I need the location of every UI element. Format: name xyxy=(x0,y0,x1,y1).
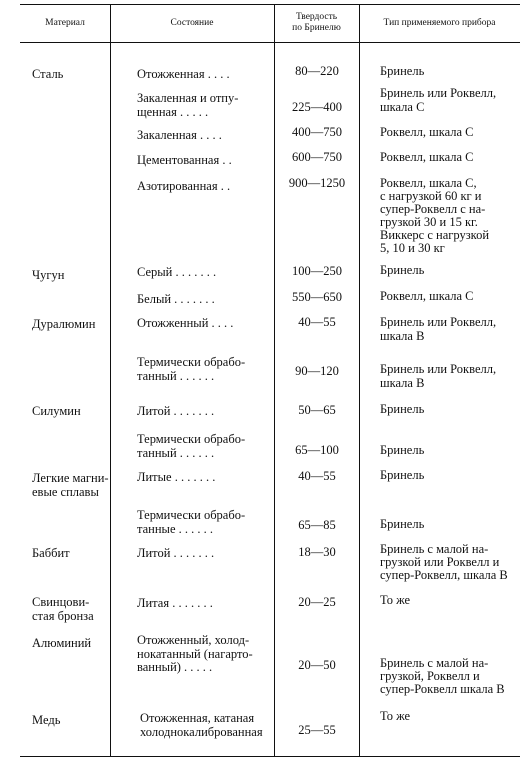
hardness-magnesium-heat-treated: 65—85 xyxy=(298,518,336,532)
device-lead-bronze-cast: То же xyxy=(380,593,411,607)
state-steel-nitrided: Азотированная . . xyxy=(137,179,231,193)
header-material: Материал xyxy=(45,18,85,28)
hardness-magnesium-cast: 40—55 xyxy=(298,469,336,483)
device-cast-iron-white: Роквелл, шкала С xyxy=(380,289,474,303)
header-state: Состояние xyxy=(170,18,214,28)
state-steel-case-hardened: Цементованная . . xyxy=(137,153,232,167)
hardness-lead-bronze-cast: 20—25 xyxy=(298,595,336,609)
device-silumin-heat-treated: Бринель xyxy=(380,443,425,457)
header-device: Тип применяемого прибора xyxy=(383,18,496,28)
material-cast-iron: Чугун xyxy=(32,268,65,282)
device-copper: То же xyxy=(380,709,411,723)
state-lead-bronze-cast: Литая . . . . . . . xyxy=(137,596,213,610)
hardness-steel-nitrided: 900—1250 xyxy=(288,176,346,190)
header-hardness: Твердость по Бринелю xyxy=(292,12,341,33)
hardness-steel-annealed: 80—220 xyxy=(295,64,339,78)
hardness-steel-quenched-tempered: 225—400 xyxy=(292,100,342,114)
device-cast-iron-grey: Бринель xyxy=(380,263,425,277)
hardness-steel-quenched: 400—750 xyxy=(292,125,342,139)
state-babbitt-cast: Литой . . . . . . . xyxy=(137,546,215,560)
hardness-babbitt-cast: 18—30 xyxy=(298,545,336,559)
state-copper: Отожженная, катаная холоднокалиброванная xyxy=(140,711,263,739)
table-top-rule xyxy=(20,4,520,5)
hardness-duralumin-heat-treated: 90—120 xyxy=(295,364,339,378)
state-cast-iron-white: Белый . . . . . . . xyxy=(137,292,215,306)
state-cast-iron-grey: Серый . . . . . . . xyxy=(137,265,217,279)
hardness-silumin-heat-treated: 65—100 xyxy=(295,443,339,457)
hardness-copper: 25—55 xyxy=(298,723,336,737)
column-divider-1 xyxy=(110,4,111,756)
material-babbitt: Баббит xyxy=(32,546,70,560)
state-magnesium-cast: Литые . . . . . . . xyxy=(137,470,216,484)
material-steel: Сталь xyxy=(32,67,64,81)
material-duralumin: Дуралюмин xyxy=(32,317,96,331)
material-aluminium: Алюминий xyxy=(32,636,92,650)
material-magnesium-alloys: Легкие магни- евые сплавы xyxy=(32,471,109,499)
state-steel-quenched: Закаленная . . . . xyxy=(137,128,222,142)
column-divider-2 xyxy=(274,4,275,756)
column-divider-3 xyxy=(359,4,360,756)
device-steel-quenched-tempered: Бринель или Роквелл, шкала С xyxy=(380,86,497,114)
hardness-aluminium: 20—50 xyxy=(298,658,336,672)
device-silumin-cast: Бринель xyxy=(380,402,425,416)
device-steel-case-hardened: Роквелл, шкала С xyxy=(380,150,474,164)
device-duralumin-annealed: Бринель или Роквелл, шкала В xyxy=(380,315,497,343)
device-duralumin-heat-treated: Бринель или Роквелл, шкала В xyxy=(380,362,497,390)
state-steel-quenched-tempered: Закаленная и отпу- щенная . . . . . xyxy=(137,91,239,119)
device-aluminium: Бринель с малой на- грузкой, Роквелл и супер-Роквелл шкала В xyxy=(380,656,505,696)
table-bottom-rule xyxy=(20,756,520,757)
material-copper: Медь xyxy=(32,713,61,727)
hardness-steel-case-hardened: 600—750 xyxy=(292,150,342,164)
state-duralumin-heat-treated: Термически обрабо- танный . . . . . . xyxy=(137,355,246,383)
device-magnesium-cast: Бринель xyxy=(380,468,425,482)
material-lead-bronze: Свинцови- стая бронза xyxy=(32,595,94,623)
header-bottom-rule xyxy=(20,42,520,43)
hardness-cast-iron-grey: 100—250 xyxy=(292,264,342,278)
state-steel-annealed: Отожженная . . . . xyxy=(137,67,230,81)
hardness-silumin-cast: 50—65 xyxy=(298,403,336,417)
state-aluminium: Отожженный, холод- нокатанный (нагарто- ванный) . . . . . xyxy=(137,633,253,674)
device-babbitt-cast: Бринель с малой на- грузкой или Роквелл и супер-Роквелл, шкала В xyxy=(380,542,508,582)
hardness-cast-iron-white: 550—650 xyxy=(292,290,342,304)
material-silumin: Силумин xyxy=(32,404,81,418)
state-silumin-cast: Литой . . . . . . . xyxy=(137,404,215,418)
device-steel-annealed: Бринель xyxy=(380,64,425,78)
device-steel-quenched: Роквелл, шкала С xyxy=(380,125,474,139)
state-magnesium-heat-treated: Термически обрабо- танные . . . . . . xyxy=(137,508,246,536)
state-silumin-heat-treated: Термически обрабо- танный . . . . . . xyxy=(137,432,246,460)
device-steel-nitrided: Роквелл, шкала С, с нагрузкой 60 кг и супер-Роквелл с на- грузкой 30 и 15 кг. Виккерс с нагрузкой 5, 10 и 30 кг xyxy=(380,176,490,255)
state-duralumin-annealed: Отожженный . . . . xyxy=(137,316,234,330)
device-magnesium-heat-treated: Бринель xyxy=(380,517,425,531)
hardness-duralumin-annealed: 40—55 xyxy=(298,315,336,329)
